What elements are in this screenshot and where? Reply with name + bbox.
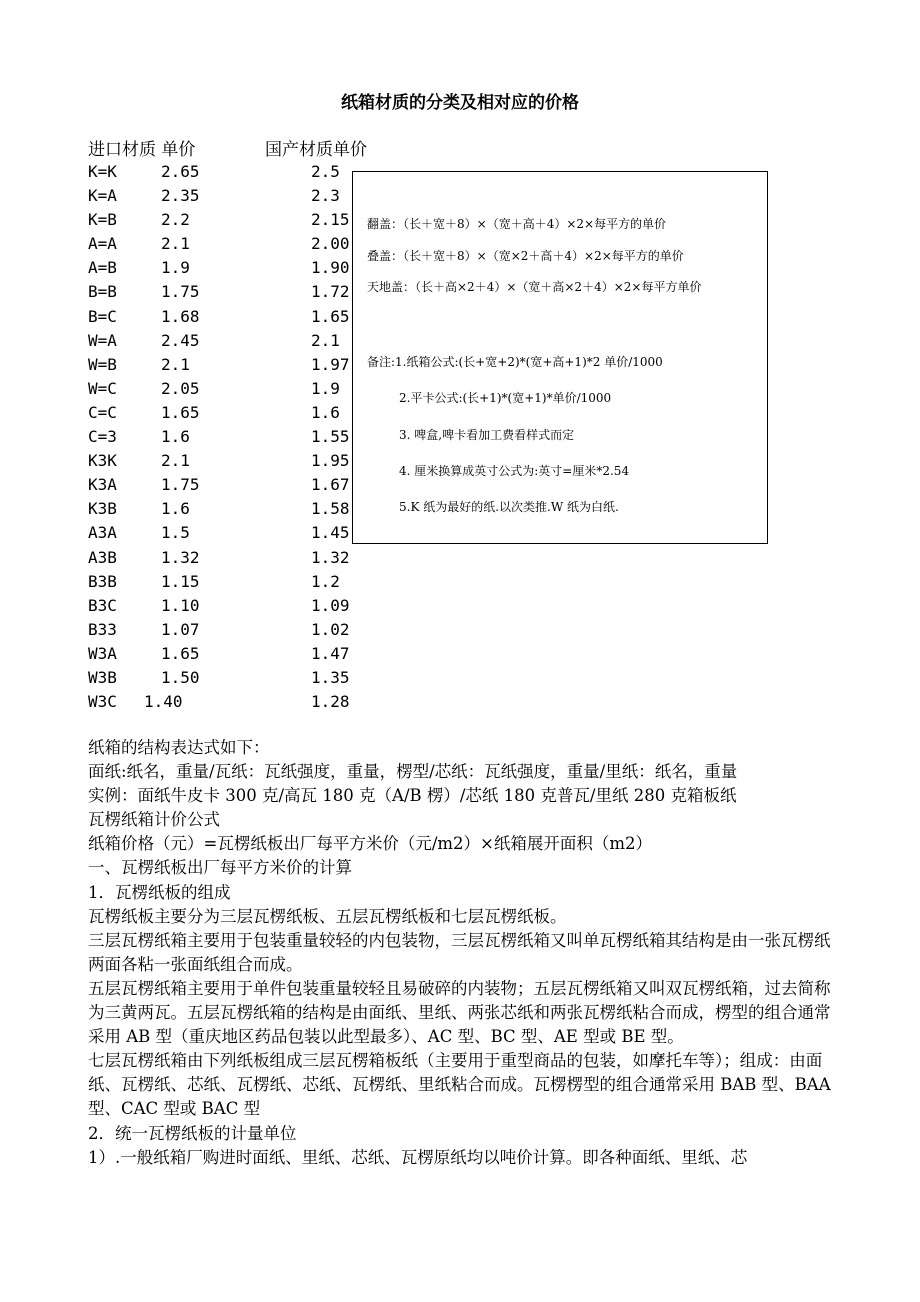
price-row: [88, 280, 388, 304]
imported-price: 1.10: [161, 595, 200, 615]
body-paragraph: 瓦楞纸板主要分为三层瓦楞纸板、五层瓦楞纸板和七层瓦楞纸板。: [88, 906, 567, 926]
imported-price: 1.07: [161, 619, 200, 639]
material-code: W=C: [88, 378, 117, 398]
imported-price: 2.2: [161, 210, 190, 230]
material-code: B=B: [88, 282, 117, 302]
material-code: A3B: [88, 547, 117, 567]
body-paragraph: 1．瓦楞纸板的组成: [88, 882, 231, 902]
price-table: [88, 160, 388, 714]
price-row: [88, 521, 388, 545]
price-row: [88, 305, 388, 329]
imported-price: 1.65: [161, 402, 200, 422]
domestic-price: 2.3: [311, 186, 340, 206]
formula-notes-box: [352, 171, 768, 544]
imported-price: 2.05: [161, 378, 200, 398]
domestic-price: 1.09: [311, 595, 350, 615]
domestic-price: 1.65: [311, 306, 350, 326]
imported-price: 1.5: [161, 523, 190, 543]
price-row: [88, 377, 388, 401]
domestic-price: 2.5: [311, 162, 340, 181]
price-row: [88, 232, 388, 256]
page-title: 纸箱材质的分类及相对应的价格: [341, 93, 579, 113]
domestic-price: 1.28: [311, 692, 350, 712]
material-code: C=C: [88, 402, 117, 422]
imported-price: 1.6: [161, 427, 190, 447]
domestic-price: 1.72: [311, 282, 350, 302]
imported-price: 2.1: [161, 451, 190, 471]
imported-price: 1.9: [161, 258, 190, 278]
imported-price: 1.40: [144, 692, 183, 712]
body-paragraph: 一、瓦楞纸板出厂每平方米价的计算: [88, 858, 352, 878]
domestic-price: 1.67: [311, 475, 350, 495]
body-paragraph: 面纸:纸名，重量/瓦纸：瓦纸强度，重量，楞型/芯纸：瓦纸强度，重量/里纸：纸名，重量: [88, 762, 738, 782]
price-row: [88, 594, 388, 618]
imported-price: 2.45: [161, 330, 200, 350]
material-code: W3A: [88, 643, 117, 663]
domestic-price: 1.32: [311, 547, 350, 567]
imported-price: 2.65: [161, 162, 200, 181]
body-paragraph: 七层瓦楞纸箱由下列纸板组成三层瓦楞箱板纸（主要用于重型商品的包装，如摩托车等）；组成：由面纸、瓦楞纸、芯纸、瓦楞纸、芯纸、瓦楞纸、里纸粘合而成。瓦楞楞型的组合通常采用 BAB 型、BAA 型、CAC 型或 BAC 型: [88, 1051, 831, 1119]
imported-price: 2.35: [161, 186, 200, 206]
price-row: [88, 497, 388, 521]
body-paragraph: 1）.一般纸箱厂购进时面纸、里纸、芯纸、瓦楞原纸均以吨价计算。即各种面纸、里纸、芯: [88, 1147, 748, 1167]
price-row: [88, 449, 388, 473]
note-flat-card-formula: 2.平卡公式:(长+1)*(宽+1)*单价/1000: [399, 391, 612, 405]
price-row: [88, 160, 388, 184]
imported-price: 2.1: [161, 234, 190, 254]
material-code: K=A: [88, 186, 117, 206]
domestic-price: 2.00: [311, 234, 350, 254]
note-die-cut-box: 3. 啤盒,啤卡看加工费看样式而定: [399, 428, 575, 442]
material-code: B3C: [88, 595, 117, 615]
price-row: [88, 184, 388, 208]
material-code: B=C: [88, 306, 117, 326]
material-code: K3B: [88, 499, 117, 519]
material-code: A3A: [88, 523, 117, 543]
domestic-price: 2.1: [311, 330, 340, 350]
domestic-price: 1.2: [311, 571, 340, 591]
material-code: B3B: [88, 571, 117, 591]
domestic-price: 1.58: [311, 499, 350, 519]
domestic-price: 2.15: [311, 210, 350, 230]
imported-price: 1.50: [161, 667, 200, 687]
body-paragraph: 实例：面纸牛皮卡 300 克/高瓦 180 克（A/B 楞）/芯纸 180 克普瓦/里纸 280 克箱板纸: [88, 786, 737, 806]
body-paragraph: 三层瓦楞纸箱主要用于包装重量较轻的内包装物，三层瓦楞纸箱又叫单瓦楞纸箱其结构是由一张瓦楞纸两面各粘一张面纸组合而成。: [88, 930, 831, 974]
price-row: [88, 642, 388, 666]
imported-price: 1.32: [161, 547, 200, 567]
material-code: C=3: [88, 427, 117, 447]
material-code: K3K: [88, 451, 117, 471]
material-code: W3C: [88, 692, 117, 712]
imported-price-header: 进口材质 单价: [88, 140, 196, 160]
price-row: [88, 570, 388, 594]
formula-telescope-lid: 天地盖：（长＋高×2＋4）×（宽＋高×2＋4）×2×每平方单价: [367, 280, 702, 294]
imported-price: 1.6: [161, 499, 190, 519]
domestic-price-header: 国产材质单价: [265, 140, 367, 160]
price-row: [88, 546, 388, 570]
domestic-price: 1.55: [311, 427, 350, 447]
price-row: [88, 690, 388, 714]
price-row: [88, 401, 388, 425]
material-code: W=A: [88, 330, 117, 350]
domestic-price: 1.95: [311, 451, 350, 471]
price-row: [88, 618, 388, 642]
imported-price: 1.68: [161, 306, 200, 326]
price-row: [88, 256, 388, 280]
material-code: W=B: [88, 354, 117, 374]
domestic-price: 1.45: [311, 523, 350, 543]
formula-fold-lid: 叠盖：（长＋宽＋8）×（宽×2＋高＋4）×2×每平方的单价: [367, 249, 684, 263]
price-row: [88, 353, 388, 377]
body-paragraph: 纸箱价格（元）=瓦楞纸板出厂每平方米价（元/m2）×纸箱展开面积（m2）: [88, 834, 652, 854]
price-row: [88, 425, 388, 449]
domestic-price: 1.47: [311, 643, 350, 663]
note-paper-grade: 5.K 纸为最好的纸.以次类推.W 纸为白纸.: [399, 500, 619, 514]
formula-flip-lid: 翻盖：（长＋宽＋8）×（宽＋高＋4）×2×每平方的单价: [367, 217, 667, 231]
material-code: K3A: [88, 475, 117, 495]
body-paragraph: 瓦楞纸箱计价公式: [88, 810, 220, 830]
material-code: A=A: [88, 234, 117, 254]
material-code: A=B: [88, 258, 117, 278]
price-row: [88, 329, 388, 353]
material-code: W3B: [88, 667, 117, 687]
body-text: [88, 736, 833, 1170]
domestic-price: 1.35: [311, 667, 350, 687]
body-paragraph: 五层瓦楞纸箱主要用于单件包装重量较轻且易破碎的内装物；五层瓦楞纸箱又叫双瓦楞纸箱，过去简称为三黄两瓦。五层瓦楞纸箱的结构是由面纸、里纸、两张芯纸和两张瓦楞纸粘合而成，楞型的组合通常采用 AB 型（重庆地区药品包装以此型最多）、AC 型、BC 型、AE 型或 BE 型。: [88, 978, 831, 1047]
imported-price: 1.65: [161, 643, 200, 663]
imported-price: 1.15: [161, 571, 200, 591]
imported-price: 1.75: [161, 475, 200, 495]
domestic-price: 1.97: [311, 354, 350, 374]
material-code: B33: [88, 619, 117, 639]
note-cm-to-inch: 4. 厘米换算成英寸公式为:英寸=厘米*2.54: [399, 464, 630, 478]
price-row: [88, 666, 388, 690]
domestic-price: 1.02: [311, 619, 350, 639]
domestic-price: 1.90: [311, 258, 350, 278]
material-code: K=B: [88, 210, 117, 230]
body-paragraph: 纸箱的结构表达式如下：: [88, 738, 270, 757]
price-row: [88, 473, 388, 497]
imported-price: 1.75: [161, 282, 200, 302]
body-paragraph: 2．统一瓦楞纸板的计量单位: [88, 1123, 297, 1143]
price-row: [88, 208, 388, 232]
domestic-price: 1.9: [311, 378, 340, 398]
imported-price: 2.1: [161, 354, 190, 374]
domestic-price: 1.6: [311, 402, 340, 422]
material-code: K=K: [88, 162, 117, 181]
note-carton-formula: 备注:1.纸箱公式:(长+宽+2)*(宽+高+1)*2 单价/1000: [367, 355, 663, 369]
